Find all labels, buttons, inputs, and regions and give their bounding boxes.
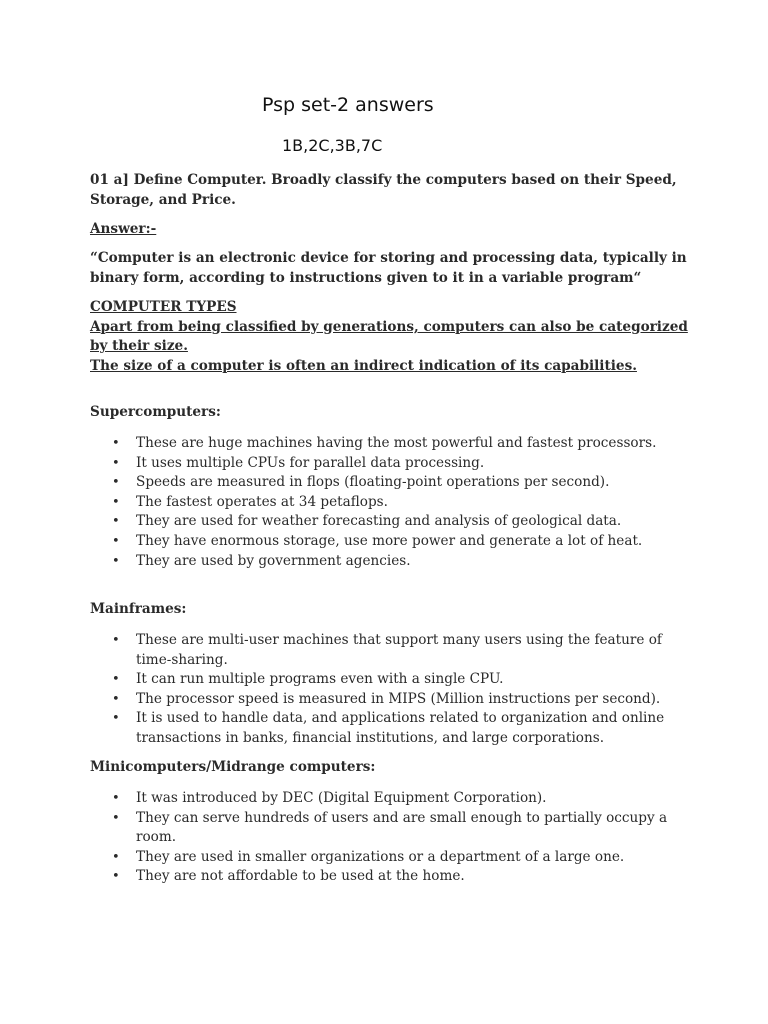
list-item: • They have enormous storage, use more power and generate a lot of heat. <box>90 532 680 552</box>
list-item: • They are used for weather forecasting and analysis of geological data. <box>90 512 680 532</box>
list-item: • They are used by government agencies. <box>90 552 680 572</box>
bullet-icon: • <box>112 633 120 648</box>
list-item: • The fastest operates at 34 petaflops. <box>90 493 680 513</box>
question-text: 01 a] Define Computer. Broadly classify the computers based on their Speed, Storage, and Price. <box>90 172 677 208</box>
list-item: • It is used to handle data, and applications related to organization and online transactions in banks, financial institutions, and large corporations. <box>112 710 665 746</box>
list-item: • The processor speed is measured in MIPS (Million instructions per second). <box>90 690 680 710</box>
list-item: • It can run multiple programs even with a single CPU. <box>90 670 680 690</box>
list-item: • They can serve hundreds of users and are small enough to partially occupy a room. <box>112 809 668 846</box>
bullet-icon: • <box>112 494 120 510</box>
computer-types-line2: The size of a computer is often an indirect indication of its capabilities. <box>90 357 637 374</box>
mainframes-heading: Mainframes: <box>90 601 187 617</box>
answer-key: 1B,2C,3B,7C <box>282 136 383 155</box>
computer-types-block <box>90 298 690 376</box>
bullet-icon: • <box>112 869 120 885</box>
computer-definition: “Computer is an electronic device for storing and processing data, typically in binary form, according to instructions given to it in a variable program“ <box>90 250 687 286</box>
supercomputers-heading: Supercomputers: <box>90 404 221 420</box>
computer-types-heading: COMPUTER TYPES <box>90 299 237 315</box>
list-item: • It uses multiple CPUs for parallel data processing. <box>90 454 680 474</box>
bullet-icon: • <box>112 436 120 451</box>
minicomputers-list <box>90 789 680 887</box>
list-item: • These are huge machines having the most powerful and fastest processors. <box>90 434 680 454</box>
bullet-icon: • <box>112 672 120 688</box>
bullet-icon: • <box>112 691 120 707</box>
bullet-icon: • <box>112 553 120 569</box>
list-item: • These are multi-user machines that support many users using the feature of time-sharing. <box>112 632 662 668</box>
bullet-icon: • <box>112 475 120 491</box>
minicomputers-heading: Minicomputers/Midrange computers: <box>90 759 376 775</box>
mainframes-list <box>90 631 680 749</box>
list-item: • They are used in smaller organizations or a department of a large one. <box>90 848 680 868</box>
supercomputers-list <box>90 434 680 571</box>
bullet-icon: • <box>112 514 120 530</box>
bullet-icon: • <box>112 791 120 806</box>
bullet-icon: • <box>112 849 120 865</box>
document-title: Psp set-2 answers <box>262 94 434 116</box>
bullet-icon: • <box>112 455 120 471</box>
bullet-icon: • <box>112 810 120 826</box>
computer-types-line1: Apart from being classified by generations, computers can also be categorized by their size. <box>90 318 688 355</box>
bullet-icon: • <box>112 533 120 549</box>
list-item: • It was introduced by DEC (Digital Equipment Corporation). <box>90 789 680 809</box>
answer-label: Answer:- <box>90 221 157 237</box>
list-item: • They are not affordable to be used at the home. <box>90 867 680 887</box>
list-item: • Speeds are measured in flops (floating-point operations per second). <box>90 473 680 493</box>
bullet-icon: • <box>112 711 120 727</box>
